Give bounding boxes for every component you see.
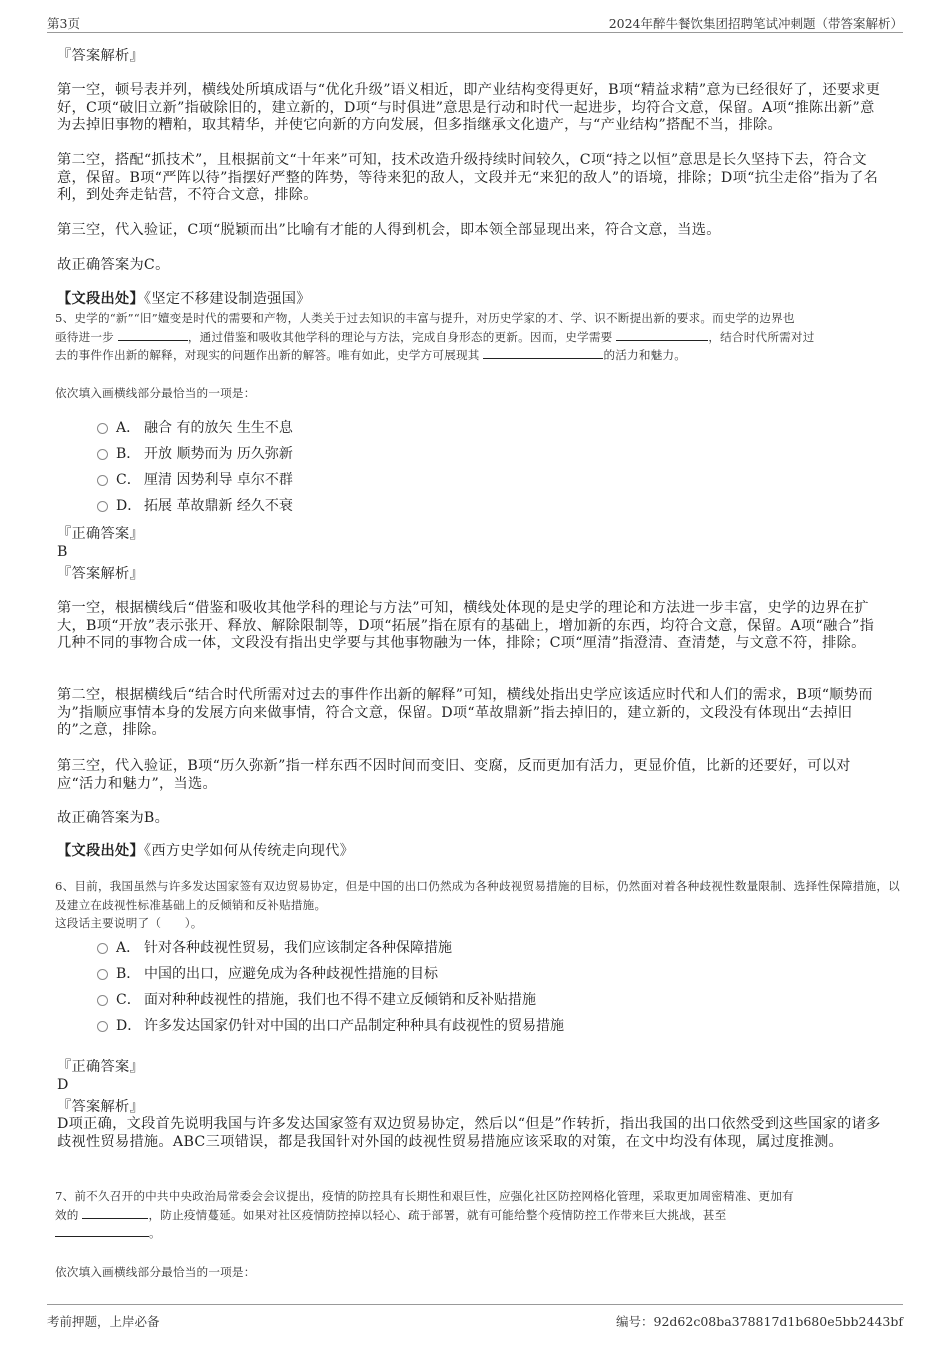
explanation-paragraph: 第一空，根据横线后“借鉴和吸收其他学科的理论与方法”可知，横线处体现的是史学的理论和方法进一步丰富，史学的边界在扩大，B项“开放”表示张开、释放、解除限制等，D项“拓展”指在原有的基础上，增加新的东西，均符合文意，保留。A项“融合”指几种不同的事物合成一体，文段没有指出史学要与其他事物融为一体，排除；C项“厘清”指澄清、查清楚，与文意不符，排除。 [57,600,875,652]
fill-blank [616,328,708,341]
page-header [47,12,903,33]
page-number: 第3页 [47,16,80,31]
footer-slogan: 考前押题，上岸必备 [47,1314,160,1329]
radio-button[interactable] [97,475,108,486]
fill-blank [55,1224,149,1237]
radio-button[interactable] [97,995,108,1006]
question-5-stem [55,309,900,365]
source-title: 《西方史学如何从传统走向现代》 [143,843,355,859]
explanation-paragraph: 第三空，代入验证，B项“历久弥新”指一样东西不因时间而变旧、变腐，反而更加有活力，更显价值，比新的还要好，可以对应“活力和魅力”，当选。 [57,758,851,792]
radio-button[interactable] [97,449,108,460]
question-prompt: 依次填入画横线部分最恰当的一项是： [55,1265,256,1279]
explanation-paragraph: 第二空，根据横线后“结合时代所需对过去的事件作出新的解释”可知，横线处指出史学应该适应时代和人们的需求，B项“顺势而为”指顺应事情本身的发展方向来做事情，符合文意，保留。D项“革故鼎新”指去掉旧的，建立新的，文段没有体现出“去掉旧的”之意，排除。 [57,687,873,739]
explanation-paragraph: 第二空，搭配“抓技术”，且根据前文“十年来”可知，技术改造升级持续时间较久，C项“持之以恒”意思是长久坚持下去，符合文意，保留。B项“严阵以待”指摆好严整的阵势，等待来犯的敌人，文段并无“来犯的敌人”的语境，排除；D项“抗尘走俗”指为了名利，到处奔走钻营，不符合文意，排除。 [57,152,879,204]
stem-line: 去的事件作出新的解释，对现实的问题作出新的解答。唯有如此，史学方可展现其 的活力和魅力。 [55,348,687,362]
stem-line: 效的 ，防止疫情蔓延。如果对社区疫情防控掉以轻心、疏于部署，就有可能给整个疫情防控工作带来巨大挑战，甚至 [55,1207,727,1222]
explanation-paragraph: 第一空，顿号表并列，横线处所填成语与“优化升级”语义相近，即产业结构变得更好，B项“精益求精”意为已经很好了，还要求更好，C项“破旧立新”指破除旧的，建立新的，D项“与时俱进”意思是行动和时代一起进步，均符合文意，保留。A项“推陈出新”意为去掉旧事物的糟粕，取其精华，并使它向新的方向发展，但多指继承文化遗产，与“产业结构”搭配不当，排除。 [57,82,881,134]
fill-blank [82,1206,148,1219]
fill-blank [118,328,188,341]
stem-line: 7、前不久召开的中共中央政治局常委会会议提出，疫情的防控具有长期性和艰巨性，应强化社区防控网格化管理，采取更加周密精准、更加有 [55,1189,794,1203]
radio-button[interactable] [97,943,108,954]
question-prompt: 这段话主要说明了（ ）。 [55,916,203,930]
correct-answer: D [57,1077,69,1093]
radio-button[interactable] [97,1021,108,1032]
stem-line: 5、史学的“新”“旧”嬗变是时代的需要和产物，人类关于过去知识的丰富与提升，对历史学家的才、学、识不断提出新的要求。而史学的边界也 [55,311,795,325]
question-6-stem: 6、目前，我国虽然与许多发达国家签有双边贸易协定，但是中国的出口仍然成为各种歧视贸易措施的目标，仍然面对着各种歧视性数量限制、选择性保障措施，以及建立在歧视性标准基础上的反倾销和反补贴措施。 [55,879,900,912]
source-title: 《坚定不移建设制造强国》 [143,291,311,307]
conclusion: 故正确答案为C。 [57,257,170,273]
conclusion: 故正确答案为B。 [57,810,170,826]
correct-answer-label: 『正确答案』 [57,1059,144,1075]
correct-answer-label: 『正确答案』 [57,526,144,542]
stem-line: 。 [55,1224,900,1243]
correct-answer: B [57,544,68,560]
page-footer [47,1304,903,1329]
question-7-stem [55,1187,900,1243]
answer-explanation-label: 『答案解析』 [57,1099,144,1115]
stem-line: 亟待进一步 ，通过借鉴和吸收其他学科的理论与方法，完成自身形态的更新。因而，史学需要 ，结合时代所需对过 [55,329,815,344]
source-line [57,843,354,861]
fill-blank [483,346,603,359]
source-label: 【文段出处】 [57,291,144,307]
document-title: 2024年醉牛餐饮集团招聘笔试冲刺题（带答案解析） [608,16,903,31]
radio-button[interactable] [97,969,108,980]
radio-button[interactable] [97,501,108,512]
answer-explanation-label: 『答案解析』 [57,48,144,64]
question-prompt: 依次填入画横线部分最恰当的一项是： [55,386,256,400]
document-id: 编号：92d62c08ba378817d1b680e5bb2443bf [616,1314,903,1329]
source-label: 【文段出处】 [57,843,144,859]
explanation-paragraph: 第三空，代入验证，C项“脱颖而出”比喻有才能的人得到机会，即本领全部显现出来，符合文意，当选。 [57,222,721,238]
radio-button[interactable] [97,423,108,434]
source-line [57,291,311,309]
answer-explanation-label: 『答案解析』 [57,566,144,582]
explanation-paragraph: D项正确，文段首先说明我国与许多发达国家签有双边贸易协定，然后以“但是”作转折，指出我国的出口依然受到这些国家的诸多歧视性贸易措施。ABC三项错误，都是我国针对外国的歧视性贸易措施应该采取的对策，在文中均没有体现，属过度推测。 [57,1116,881,1150]
